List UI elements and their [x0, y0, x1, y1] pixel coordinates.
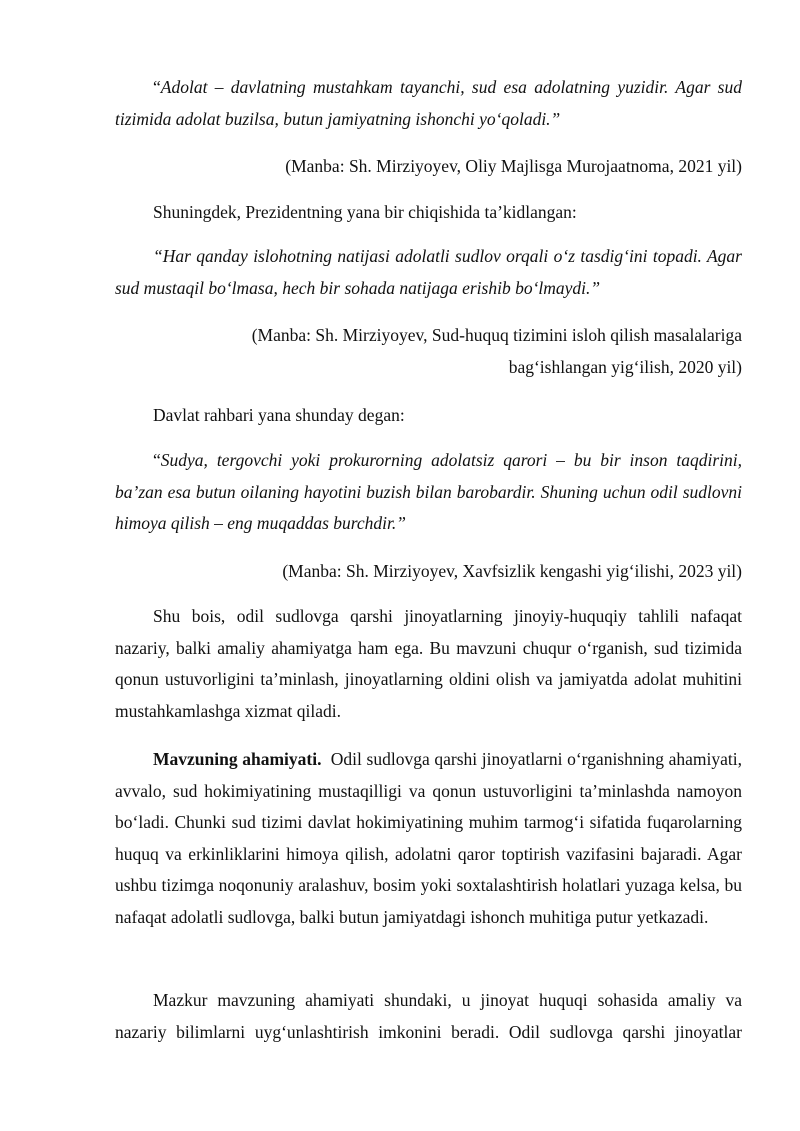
- paragraph-2: [115, 744, 742, 933]
- quote-3-source-block: [115, 556, 742, 588]
- quote-3-source: (Manba: Sh. Mirziyoyev, Xavfsizlik kengashi yig‘ilishi, 2023 yil): [282, 561, 742, 581]
- quote-3-text: Sudya, tergovchi yoki prokurorning adolatsiz qarori – bu bir inson taqdirini, ba’zan esa butun oilaning hayotini buzish bilan barobardir. Shuning uchun odil sudlovni himoya qilish – eng muqaddas burchdir.”: [115, 450, 742, 533]
- quote-1-text: Adolat – davlatning mustahkam tayanchi, sud esa adolatning yuzidir. Agar sud tizimida adolat buzilsa, butun jamiyatning ishonchi yo‘qoladi.”: [115, 77, 742, 129]
- section-heading: Mavzuning ahamiyati.: [153, 749, 322, 769]
- quote-1: [115, 72, 742, 135]
- intro-2: Shuningdek, Prezidentning yana bir chiqishida ta’kidlangan:: [153, 202, 577, 222]
- quote-2: [115, 241, 742, 304]
- intro-3-block: [115, 400, 742, 432]
- quote-3-open-mark: “: [153, 450, 161, 470]
- quote-2-source-block: [115, 320, 742, 383]
- quote-2-source-line-2: bag‘ishlangan yig‘ilish, 2020 yil): [508, 356, 742, 377]
- paragraph-2-block: [115, 744, 742, 933]
- paragraph-2-text: Odil sudlovga qarshi jinoyatlarni o‘rganishning ahamiyati, avvalo, sud hokimiyatining mustaqilligi va qonun ustuvorligini ta’minlashda namoyon bo‘ladi. Chunki sud tizimi davlat hokimiyatining muhim tarmog‘i sifatida fuqarolarning huquq va erkinliklarini himoya qilish, adolatni qaror toptirish vazifasini bajaradi. Agar ushbu tizimga noqonuniy aralashuv, bosim yoki soxtalashtirish holatlari yuzaga kelsa, bu nafaqat adolatli sudlovga, balki butun jamiyatdagi ishonch muhitiga putur yetkazadi.: [115, 749, 743, 927]
- quote-1-open-mark: “: [153, 77, 161, 97]
- quote-1-source: (Manba: Sh. Mirziyoyev, Oliy Majlisga Murojaatnoma, 2021 yil): [285, 156, 742, 176]
- quote-1-source-block: [115, 151, 742, 183]
- paragraph-3: Mazkur mavzuning ahamiyati shundaki, u jinoyat huquqi sohasida amaliy va nazariy bilimlarni uyg‘unlashtirish imkonini beradi. Odil sudlovga qarshi jinoyatlar: [115, 990, 742, 1042]
- paragraph-1: Shu bois, odil sudlovga qarshi jinoyatlarning jinoyiy-huquqiy tahlili nafaqat nazariy, balki amaliy ahamiyatga ham ega. Bu mavzuni chuqur o‘rganish, sud tizimida qonun ustuvorligini ta’minlash, jinoyatlarning oldini olish va jamiyatda adolat muhitini mustahkamlashga xizmat qiladi.: [115, 606, 742, 721]
- quote-3: [115, 445, 742, 540]
- intro-3: Davlat rahbari yana shunday degan:: [153, 405, 405, 425]
- intro-2-block: [115, 197, 742, 229]
- paragraph-3-block: [115, 985, 742, 1048]
- quote-2-source-line-1: (Manba: Sh. Mirziyoyev, Sud-huquq tizimini isloh qilish masalalariga: [251, 325, 742, 345]
- paragraph-1-block: [115, 601, 742, 727]
- quote-2-text: “Har qanday islohotning natijasi adolatli sudlov orqali o‘z tasdig‘ini topadi. Agar sud mustaqil bo‘lmasa, hech bir sohada natijaga erishib bo‘lmaydi.”: [115, 246, 742, 298]
